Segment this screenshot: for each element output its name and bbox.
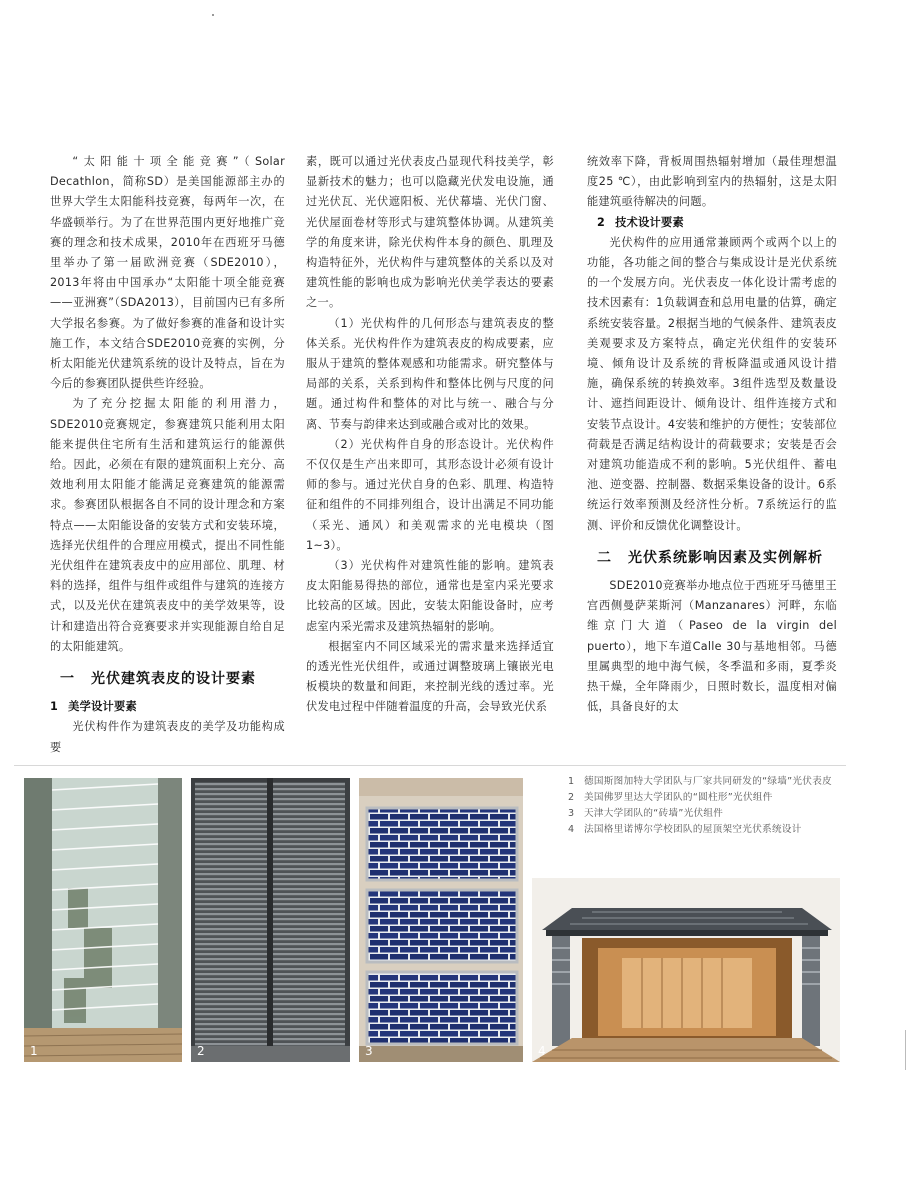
photo-brick-wall-modules: [359, 778, 523, 1062]
paragraph: “太阳能十项全能竞赛”（Solar Decathlon，简称SD）是美国能源部主办的世界大学生太阳能科技竞赛，每两年一次，在华盛顿举行。为了在世界范围内更好地推广竞赛的理念和技术成果，2010年在西班牙马德里举办了第一届欧洲竞赛（SDE2010），2013年将由中国承办“太阳能十项全能竞赛——亚洲赛”（SDA2013），目前国内已有多所大学报名参赛。为了做好参赛的准备和设计实施工作，本文结合SDE2010竞赛的实例，分析太阳能光伏建筑系统的设计及特点，旨在为今后的参赛团队提供些许经验。: [50, 155, 285, 391]
paragraph: 素，既可以通过光伏表皮凸显现代科技美学，彰显新技术的魅力；也可以隐藏光伏发电设施，通过光伏瓦、光伏遮阳板、光伏幕墙、光伏门窗、光伏屋面卷材等形式与建筑整体协调。从建筑美学的角度来讲，除光伏构件本身的颜色、肌理及构造特征外，光伏构件与建筑整体的关系以及对建筑性能的影响也成为影响光伏美学表达的要素之一。: [306, 155, 554, 310]
photo-rooftop-pv-house: [532, 878, 840, 1062]
photo-number: 4: [538, 1044, 546, 1058]
paragraph: 统效率下降，背板周围热辐射增加（最佳理想温度25 ℃），由此影响到室内的热辐射，这是太阳能建筑亟待解决的问题。: [587, 155, 837, 209]
caption-item: 4 法国格里诺博尔学校团队的屋顶架空光伏系统设计: [568, 824, 802, 835]
scan-mark: [905, 1030, 906, 1070]
subsection-heading-1: [50, 697, 285, 717]
section-number: 一: [60, 671, 75, 688]
photo-number: 1: [30, 1044, 38, 1058]
section-title: 光伏建筑表皮的设计要素: [91, 671, 256, 688]
paragraph: 光伏构件作为建筑表皮的美学及功能构成要: [50, 720, 285, 754]
photo-green-wall: [24, 778, 182, 1062]
scan-mark: [212, 14, 214, 16]
section-heading-1: [60, 669, 285, 689]
figure-captions: [568, 774, 832, 838]
caption-item: 3 天津大学团队的“砖墙”光伏组件: [568, 808, 724, 819]
paragraph: （3）光伏构件对建筑性能的影响。建筑表皮太阳能易得热的部位，通常也是室内采光要求比较高的区域。因此，安装太阳能设备时，应考虑室内采光需求及建筑热辐射的影响。: [306, 559, 554, 633]
text-column-3: [587, 152, 837, 717]
divider: [14, 765, 846, 766]
section-heading-2: [597, 548, 837, 568]
paragraph: （2）光伏构件自身的形态设计。光伏构件不仅仅是生产出来即可，其形态设计必须有设计师的参与。通过光伏自身的色彩、肌理、构造特征和组件的不同排列组合，设计出满足不同功能（采光、通风）和美观需求的光电模块（图1~3）。: [306, 437, 554, 552]
photo-number: 2: [197, 1044, 205, 1058]
caption-item: 2 美国佛罗里达大学团队的“圆柱形”光伏组件: [568, 792, 773, 803]
paragraph: 根据室内不同区域采光的需求量来选择适宜的透光性光伏组件，或通过调整玻璃上镶嵌光电板模块的数量和间距，来控制光线的透过率。光伏发电过程中伴随着温度的升高，会导致光伏系: [306, 639, 554, 714]
paragraph: （1）光伏构件的几何形态与建筑表皮的整体关系。光伏构件作为建筑表皮的构成要素，应服从于建筑的整体观感和功能需求。研究整体与局部的关系，关系到构件和整体比例与尺度的问题。通过构件和整体的对比与统一、融合与分离、节奏与韵律来达到或融合或对比的效果。: [306, 316, 554, 431]
paragraph: SDE2010竞赛举办地点位于西班牙马德里王宫西侧曼萨莱斯河（Manzanares）河畔，东临维京门大道（Paseo de la virgin del puerto），地下车道Calle 30与基地相邻。马德里属典型的地中海气候，冬季温和多雨，夏季炎热干燥，全年降雨少，日照时数长，温度相对偏低，具备良好的太: [587, 579, 837, 714]
section-title: 光伏系统影响因素及实例解析: [628, 549, 823, 566]
subsection-title: 技术设计要素: [615, 215, 685, 229]
subsection-number: 2: [597, 215, 606, 229]
text-column-2: [306, 152, 554, 718]
section-number: 二: [597, 549, 612, 566]
paragraph: 为了充分挖掘太阳能的利用潜力，SDE2010竞赛规定，参赛建筑只能利用太阳能来提供住宅所有生活和建筑运行的能源供给。因此，必须在有限的建筑面积上充分、高效地利用太阳能才能满足竞赛建筑的能源需求。参赛团队根据各自不同的设计理念和方案特点——太阳能设备的安装方式和安装环境，选择光伏组件的合理应用模式，提出不同性能光伏组件在建筑表皮中的应用部位、肌理、材料的选择，组件与组件或组件与建筑的连接方式，以及光伏在建筑表皮中的美学效果等，设计和建造出符合竞赛要求并实现能源自给自足的太阳能建筑。: [50, 397, 285, 653]
photo-cylindrical-modules: [191, 778, 350, 1062]
paragraph: 光伏构件的应用通常兼顾两个或两个以上的功能，各功能之间的整合与集成设计是光伏系统的一个发展方向。光伏表皮一体化设计需考虑的技术因素有：1负载调查和总用电量的估算，确定系统安装容量。2根据当地的气候条件、建筑表皮美观要求及方案特点，确定光伏组件的安装环境、倾角设计及系统的背板降温或通风设计措施，确保系统的转换效率。3组件选型及数量设计、遮挡间距设计、倾角设计、组件连接方式和安装节点设计。4安装和维护的方便性；安装部位荷载是否满足结构设计的荷载要求；安装是否会对建筑功能造成不利的影响。5光伏组件、蓄电池、逆变器、控制器、数据采集设备的设计。6系统运行效率预测及经济性分析。7系统运行的监测、评价和反馈优化调整设计。: [587, 235, 837, 532]
caption-item: 1 德国斯图加特大学团队与厂家共同研发的“绿墙”光伏表皮: [568, 776, 832, 787]
subsection-heading-2: [597, 213, 837, 233]
photo-number: 3: [365, 1044, 373, 1058]
subsection-number: 1: [50, 700, 59, 714]
text-column-1: [50, 152, 285, 758]
subsection-title: 美学设计要素: [68, 700, 138, 714]
